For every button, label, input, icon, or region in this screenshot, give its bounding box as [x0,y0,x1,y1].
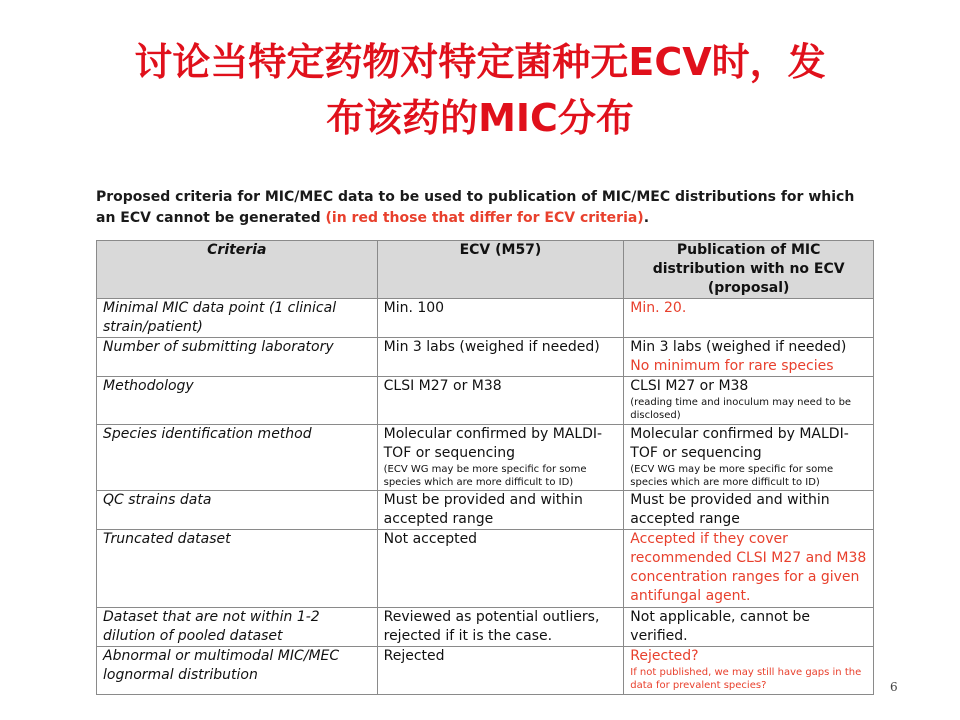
publication-note: (reading time and inoculum may need to be disclosed) [630,397,852,421]
publication-red-text: Min. 20. [630,300,687,316]
table-row [97,530,874,608]
publication-text: Molecular confirmed by MALDI-TOF or sequencing [630,426,849,461]
slide-title-line1: 讨论当特定药物对特定菌种无ECV时，发 [134,40,826,84]
publication-cell [624,377,874,425]
ecv-cell: Not accepted [377,530,624,608]
publication-cell: Not applicable, cannot be verified. [624,608,874,647]
publication-cell [624,425,874,491]
ecv-cell [377,425,624,491]
publication-cell [624,647,874,695]
publication-red-text: Accepted if they cover recommended CLSI M27 and M38 concentration ranges for a given antifungal agent. [630,531,867,604]
ecv-cell: Reviewed as potential outliers, rejected if it is the case. [377,608,624,647]
publication-text: CLSI M27 or M38 [630,378,749,394]
ecv-text: Molecular confirmed by MALDI-TOF or sequencing [383,426,603,461]
publication-red-text: No minimum for rare species [630,358,834,374]
table-row [97,425,874,491]
publication-cell [624,299,874,338]
publication-cell [624,530,874,608]
table-caption [96,187,876,229]
ecv-cell: CLSI M27 or M38 [377,377,624,425]
slide-title [30,34,930,146]
criteria-cell: Minimal MIC data point (1 clinical strain/patient) [97,299,378,338]
caption-end: . [643,210,650,226]
table-row [97,491,874,530]
publication-cell [624,338,874,377]
criteria-cell: Dataset that are not within 1-2 dilution of pooled dataset [97,608,378,647]
publication-cell: Must be provided and within accepted range [624,491,874,530]
header-publication: Publication of MIC distribution with no ECV (proposal) [624,241,874,299]
ecv-cell: Must be provided and within accepted range [377,491,624,530]
publication-note: (ECV WG may be more specific for some species which are more difficult to ID) [630,464,834,488]
header-ecv: ECV (M57) [377,241,624,299]
ecv-cell: Rejected [377,647,624,695]
criteria-cell: Number of submitting laboratory [97,338,378,377]
ecv-cell: Min. 100 [377,299,624,338]
table-row [97,608,874,647]
header-criteria: Criteria [97,241,378,299]
publication-red-text: Rejected? [630,648,699,664]
table-header-row [97,241,874,299]
publication-red-note: If not published, we may still have gaps in the data for prevalent species? [630,667,862,691]
ecv-note: (ECV WG may be more specific for some species which are more difficult to ID) [383,464,587,488]
table-row [97,338,874,377]
publication-text: Min 3 labs (weighed if needed) [630,339,847,355]
criteria-cell: Species identification method [97,425,378,491]
criteria-table [96,240,874,695]
criteria-cell: QC strains data [97,491,378,530]
slide-title-line2: 布该药的MIC分布 [326,96,634,140]
criteria-cell: Truncated dataset [97,530,378,608]
criteria-cell: Methodology [97,377,378,425]
table-row [97,377,874,425]
criteria-cell: Abnormal or multimodal MIC/MEC lognormal distribution [97,647,378,695]
page-number: 6 [890,680,898,694]
table-row [97,647,874,695]
ecv-cell: Min 3 labs (weighed if needed) [377,338,624,377]
table-row [97,299,874,338]
caption-text: Proposed criteria for MIC/MEC data to be used to publication of MIC/MEC distributions for which an ECV cannot be generated [96,189,855,226]
caption-red-note: (in red those that differ for ECV criteria) [325,210,644,226]
